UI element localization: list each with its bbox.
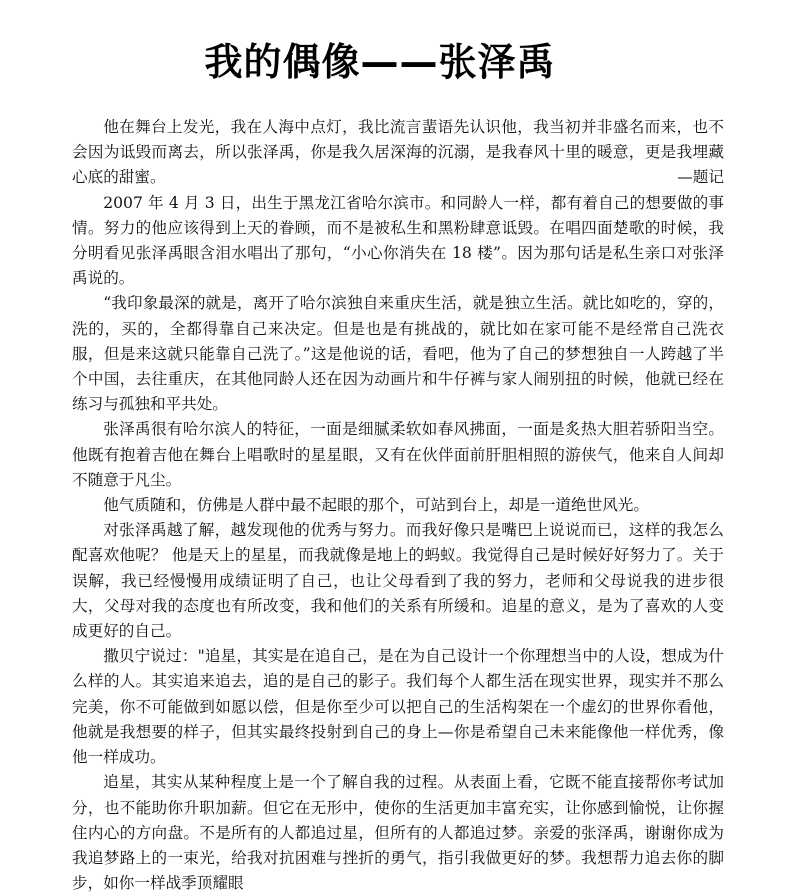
document-title: 我的偶像——张泽禹 <box>204 40 556 84</box>
document-body <box>72 115 724 896</box>
paragraph: “我印象最深的就是，离开了哈尔滨独自来重庆生活，就是独立生活。就比如吃的，穿的，洗的，买的，全都得靠自己来决定。但是也是有挑战的，就比如在家可能不是经常自己洗衣服，但是来这就只能靠自己洗了。”这是他说的话，看吧，他为了自己的梦想独自一人跨越了半个中国，去往重庆，在其他同龄人还在因为动画片和牛仔裤与家人闹别扭的时候，他就已经在练习与孤独和平共处。 <box>72 294 724 414</box>
paragraph: 张泽禹很有哈尔滨人的特征，一面是细腻柔软如春风拂面，一面是炙热大胆若骄阳当空。他既有抱着吉他在舞台上唱歌时的星星眼，又有在伙伴面前肝胆相照的游侠气，他来自人间却不随意于凡尘。 <box>72 420 724 489</box>
paragraph-epigraph: 他在舞台上发光，我在人海中点灯，我比流言蜚语先认识他，我当初并非盛名而来，也不会因为诋毁而离去，所以张泽禹，你是我久居深海的沉溺，是我春风十里的暖意，更是我埋藏心底的甜蜜。 <box>72 118 724 187</box>
paragraph: 2007 年 4 月 3 日，出生于黑龙江省哈尔滨市。和同龄人一样，都有着自己的想要做的事情。努力的他应该得到上天的眷顾，而不是被私生和黑粉肆意诋毁。在唱四面楚歌的时候，我分明看见张泽禹眼含泪水唱出了那句，“小心你消失在 18 楼”。因为那句话是私生亲口对张泽禹说的。 <box>72 193 724 288</box>
paragraph: 他气质随和，仿佛是人群中最不起眼的那个，可站到台上，却是一道绝世风光。 <box>103 496 649 515</box>
epigraph-signature: —题记 <box>677 168 724 187</box>
paragraph: 撒贝宁说过："追星，其实是在追自己，是在为自己设计一个你理想当中的人设，想成为什么样的人。其实追来追去，追的是自己的影子。我们每个人都生活在现实世界，现实并不那么完美，你不可能做到如愿以偿，但是你至少可以把自己的生活构架在一个虚幻的世界你看他，他就是我想要的样子，但其实最终投射到自己的身上—你是希望自己未来能像他一样优秀，像他一样成功。 <box>72 647 724 767</box>
paragraph: 追星，其实从某种程度上是一个了解自我的过程。从表面上看，它既不能直接帮你考试加分，也不能助你升职加薪。但它在无形中，使你的生活更加丰富充实，让你感到愉悦，让你握住内心的方向盘。不是所有的人都追过星，但所有的人都追过梦。亲爱的张泽禹，谢谢你成为我追梦路上的一束光，给我对抗困难与挫折的勇气，指引我做更好的梦。我想帮力追去你的脚步，如你一样战季顶耀眼 <box>72 773 724 893</box>
paragraph: 对张泽禹越了解，越发现他的优秀与努力。而我好像只是嘴巴上说说而已，这样的我怎么配喜欢他呢？ 他是天上的星星，而我就像是地上的蚂蚁。我觉得自己是时候好好努力了。关于误解，我已经慢慢用成绩证明了自己，也让父母看到了我的努力，老师和父母说我的进步很大，父母对我的态度也有所改变，我和他们的关系有所缓和。追星的意义，是为了喜欢的人变成更好的自己。 <box>72 521 724 641</box>
